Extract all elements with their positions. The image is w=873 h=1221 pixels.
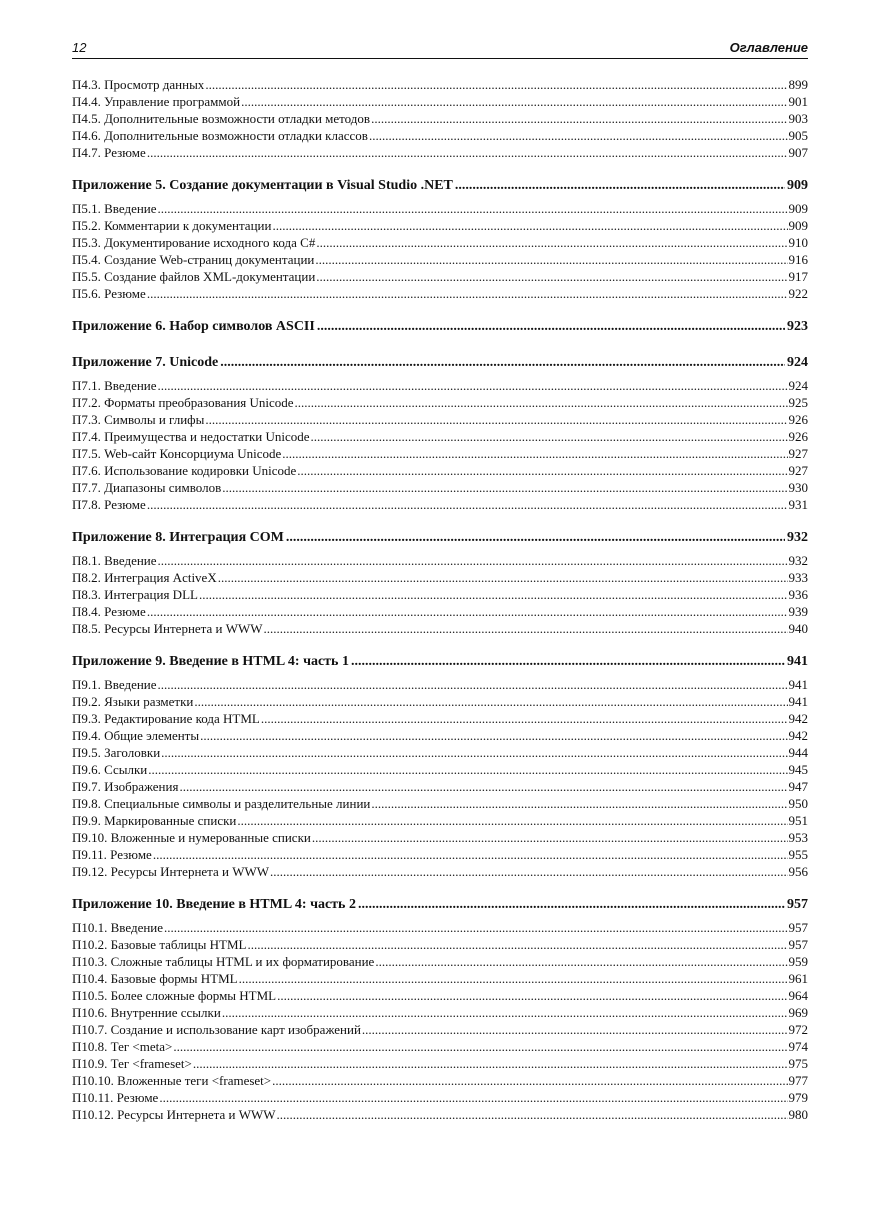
- toc-entry[interactable]: [72, 676, 808, 693]
- toc-entry[interactable]: [72, 620, 808, 637]
- toc-entry[interactable]: [72, 411, 808, 428]
- toc-entry[interactable]: [72, 1038, 808, 1055]
- chapter-page-number: 909: [787, 178, 808, 193]
- dot-leader: [351, 651, 785, 673]
- entry-title: П9.10. Вложенные и нумерованные списки: [72, 830, 311, 845]
- entry-title: П9.7. Изображения: [72, 779, 179, 794]
- entry-page-number: 942: [788, 728, 808, 743]
- entry-title: П10.9. Тег <frameset>: [72, 1056, 192, 1071]
- entry-page-number: 945: [788, 762, 808, 777]
- toc-entry[interactable]: [72, 268, 808, 285]
- dot-leader: [270, 863, 787, 880]
- dot-leader: [272, 217, 787, 234]
- entry-title: П9.11. Резюме: [72, 847, 152, 862]
- toc-section: [72, 316, 808, 338]
- toc-entry[interactable]: [72, 710, 808, 727]
- entry-page-number: 939: [788, 604, 808, 619]
- toc-entry[interactable]: [72, 552, 808, 569]
- entry-title: П10.1. Введение: [72, 920, 164, 935]
- dot-leader: [179, 778, 787, 795]
- toc-entry[interactable]: [72, 377, 808, 394]
- toc-entry[interactable]: [72, 569, 808, 586]
- entry-page-number: 903: [788, 111, 808, 126]
- toc-entry[interactable]: [72, 970, 808, 987]
- entry-page-number: 932: [788, 553, 808, 568]
- dot-leader: [147, 496, 788, 513]
- entry-page-number: 926: [788, 412, 808, 427]
- table-of-contents: [72, 76, 808, 1123]
- dot-leader: [205, 76, 787, 93]
- toc-entry[interactable]: [72, 829, 808, 846]
- entry-page-number: 947: [788, 779, 808, 794]
- entry-page-number: 957: [788, 920, 808, 935]
- entry-title: П5.6. Резюме: [72, 286, 146, 301]
- toc-entry[interactable]: [72, 445, 808, 462]
- toc-entry[interactable]: [72, 127, 808, 144]
- dot-leader: [317, 316, 785, 338]
- entry-title: П9.2. Языки разметки: [72, 694, 194, 709]
- entry-title: П5.2. Комментарии к документации: [72, 218, 272, 233]
- toc-section: [72, 76, 808, 161]
- entry-title: П10.12. Ресурсы Интернета и WWW: [72, 1107, 276, 1122]
- toc-entry[interactable]: [72, 234, 808, 251]
- entry-page-number: 950: [788, 796, 808, 811]
- entry-title: П8.1. Введение: [72, 553, 157, 568]
- dot-leader: [222, 1004, 788, 1021]
- entry-title: П4.3. Просмотр данных: [72, 77, 205, 92]
- entry-page-number: 922: [788, 286, 808, 301]
- toc-entry[interactable]: [72, 479, 808, 496]
- toc-chapter-heading[interactable]: [72, 316, 808, 338]
- toc-entry[interactable]: [72, 863, 808, 880]
- entry-page-number: 907: [788, 145, 808, 160]
- entry-title: П7.1. Введение: [72, 378, 157, 393]
- entry-title: П9.12. Ресурсы Интернета и WWW: [72, 864, 270, 879]
- toc-entry[interactable]: [72, 586, 808, 603]
- toc-chapter-heading[interactable]: [72, 651, 808, 673]
- toc-entry[interactable]: [72, 603, 808, 620]
- toc-entry[interactable]: [72, 251, 808, 268]
- entry-title: П8.4. Резюме: [72, 604, 146, 619]
- dot-leader: [205, 411, 787, 428]
- entry-title: П10.2. Базовые таблицы HTML: [72, 937, 247, 952]
- toc-entry[interactable]: [72, 200, 808, 217]
- entry-page-number: 955: [788, 847, 808, 862]
- chapter-page-number: 924: [787, 355, 808, 370]
- entry-page-number: 977: [788, 1073, 808, 1088]
- entry-title: П9.4. Общие элементы: [72, 728, 200, 743]
- toc-entry[interactable]: [72, 1106, 808, 1123]
- dot-leader: [272, 1072, 787, 1089]
- entry-page-number: 944: [788, 745, 808, 760]
- chapter-title: Приложение 8. Интеграция COM: [72, 530, 284, 545]
- dot-leader: [316, 234, 787, 251]
- entry-page-number: 899: [788, 77, 808, 92]
- toc-entry[interactable]: [72, 394, 808, 411]
- dot-leader: [158, 676, 788, 693]
- toc-section: [72, 175, 808, 302]
- entry-page-number: 956: [788, 864, 808, 879]
- entry-page-number: 931: [788, 497, 808, 512]
- chapter-title: Приложение 6. Набор символов ASCII: [72, 319, 315, 334]
- dot-leader: [220, 352, 785, 374]
- entry-title: П4.5. Дополнительные возможности отладки методов: [72, 111, 371, 126]
- entry-page-number: 909: [788, 218, 808, 233]
- entry-title: П7.8. Резюме: [72, 497, 146, 512]
- entry-page-number: 975: [788, 1056, 808, 1071]
- dot-leader: [277, 1106, 788, 1123]
- dot-leader: [159, 1089, 787, 1106]
- entry-title: П4.7. Резюме: [72, 145, 146, 160]
- chapter-page-number: 941: [787, 654, 808, 669]
- entry-page-number: 940: [788, 621, 808, 636]
- chapter-title: Приложение 5. Создание документации в Visual Studio .NET: [72, 178, 453, 193]
- entry-title: П9.8. Специальные символы и разделительные линии: [72, 796, 371, 811]
- entry-page-number: 974: [788, 1039, 808, 1054]
- dot-leader: [153, 846, 788, 863]
- dot-leader: [315, 251, 787, 268]
- dot-leader: [295, 394, 788, 411]
- toc-entry[interactable]: [72, 744, 808, 761]
- entry-page-number: 972: [788, 1022, 808, 1037]
- toc-entry[interactable]: [72, 462, 808, 479]
- dot-leader: [277, 987, 787, 1004]
- entry-title: П9.9. Маркированные списки: [72, 813, 237, 828]
- toc-entry[interactable]: [72, 144, 808, 161]
- header-rule: [72, 58, 808, 59]
- toc-entry[interactable]: [72, 1089, 808, 1106]
- dot-leader: [158, 552, 788, 569]
- toc-chapter-heading[interactable]: [72, 527, 808, 549]
- entry-title: П9.3. Редактирование кода HTML: [72, 711, 260, 726]
- toc-chapter-heading[interactable]: [72, 894, 808, 916]
- toc-entry[interactable]: [72, 496, 808, 513]
- entry-title: П7.2. Форматы преобразования Unicode: [72, 395, 294, 410]
- toc-entry[interactable]: [72, 285, 808, 302]
- dot-leader: [371, 110, 787, 127]
- entry-title: П5.1. Введение: [72, 201, 157, 216]
- toc-entry[interactable]: [72, 693, 808, 710]
- entry-title: П10.10. Вложенные теги <frameset>: [72, 1073, 272, 1088]
- entry-title: П4.4. Управление программой: [72, 94, 241, 109]
- toc-entry[interactable]: [72, 761, 808, 778]
- dot-leader: [164, 919, 787, 936]
- dot-leader: [264, 620, 788, 637]
- entry-title: П8.2. Интеграция ActiveX: [72, 570, 217, 585]
- dot-leader: [297, 462, 787, 479]
- toc-entry[interactable]: [72, 1021, 808, 1038]
- entry-page-number: 926: [788, 429, 808, 444]
- entry-title: П10.6. Внутренние ссылки: [72, 1005, 221, 1020]
- dot-leader: [148, 761, 787, 778]
- entry-title: П5.3. Документирование исходного кода C#: [72, 235, 316, 250]
- dot-leader: [147, 285, 788, 302]
- dot-leader: [218, 569, 788, 586]
- chapter-page-number: 923: [787, 319, 808, 334]
- entry-title: П7.4. Преимущества и недостатки Unicode: [72, 429, 310, 444]
- entry-page-number: 953: [788, 830, 808, 845]
- entry-title: П5.4. Создание Web-страниц документации: [72, 252, 315, 267]
- toc-section: [72, 894, 808, 1123]
- entry-title: П7.5. Web-сайт Консорциума Unicode: [72, 446, 282, 461]
- entry-title: П9.5. Заголовки: [72, 745, 161, 760]
- entry-page-number: 924: [788, 378, 808, 393]
- dot-leader: [241, 93, 787, 110]
- entry-title: П10.3. Сложные таблицы HTML и их форматирование: [72, 954, 375, 969]
- running-title: Оглавление: [729, 40, 808, 55]
- entry-title: П10.11. Резюме: [72, 1090, 159, 1105]
- toc-entry[interactable]: [72, 953, 808, 970]
- toc-entry[interactable]: [72, 1055, 808, 1072]
- dot-leader: [199, 586, 788, 603]
- entry-page-number: 909: [788, 201, 808, 216]
- entry-page-number: 941: [788, 677, 808, 692]
- chapter-page-number: 932: [787, 530, 808, 545]
- dot-leader: [311, 428, 788, 445]
- toc-section: [72, 527, 808, 637]
- chapter-title: Приложение 7. Unicode: [72, 355, 219, 370]
- toc-entry[interactable]: [72, 727, 808, 744]
- toc-section: [72, 352, 808, 513]
- entry-page-number: 957: [788, 937, 808, 952]
- toc-entry[interactable]: [72, 217, 808, 234]
- toc-entry[interactable]: [72, 987, 808, 1004]
- entry-page-number: 980: [788, 1107, 808, 1122]
- toc-entry[interactable]: [72, 1072, 808, 1089]
- toc-entry[interactable]: [72, 795, 808, 812]
- entry-page-number: 901: [788, 94, 808, 109]
- entry-page-number: 905: [788, 128, 808, 143]
- entry-title: П7.6. Использование кодировки Unicode: [72, 463, 297, 478]
- toc-section: [72, 651, 808, 880]
- entry-page-number: 969: [788, 1005, 808, 1020]
- dot-leader: [358, 894, 785, 916]
- entry-page-number: 927: [788, 446, 808, 461]
- entry-title: П8.3. Интеграция DLL: [72, 587, 198, 602]
- entry-title: П10.4. Базовые формы HTML: [72, 971, 238, 986]
- dot-leader: [282, 445, 787, 462]
- toc-chapter-heading[interactable]: [72, 352, 808, 374]
- entry-page-number: 930: [788, 480, 808, 495]
- entry-title: П10.5. Более сложные формы HTML: [72, 988, 277, 1003]
- toc-chapter-heading[interactable]: [72, 175, 808, 197]
- toc-entry[interactable]: [72, 428, 808, 445]
- entry-page-number: 933: [788, 570, 808, 585]
- entry-page-number: 979: [788, 1090, 808, 1105]
- chapter-title: Приложение 10. Введение в HTML 4: часть 2: [72, 897, 356, 912]
- entry-title: П4.6. Дополнительные возможности отладки классов: [72, 128, 368, 143]
- dot-leader: [194, 693, 787, 710]
- entry-page-number: 925: [788, 395, 808, 410]
- entry-title: П7.3. Символы и глифы: [72, 412, 205, 427]
- chapter-title: Приложение 9. Введение в HTML 4: часть 1: [72, 654, 349, 669]
- entry-title: П10.8. Тег <meta>: [72, 1039, 173, 1054]
- entry-page-number: 942: [788, 711, 808, 726]
- entry-page-number: 951: [788, 813, 808, 828]
- dot-leader: [247, 936, 787, 953]
- entry-page-number: 916: [788, 252, 808, 267]
- toc-entry[interactable]: [72, 936, 808, 953]
- dot-leader: [173, 1038, 787, 1055]
- entry-page-number: 910: [788, 235, 808, 250]
- toc-entry[interactable]: [72, 1004, 808, 1021]
- dot-leader: [371, 795, 787, 812]
- entry-page-number: 936: [788, 587, 808, 602]
- toc-entry[interactable]: [72, 919, 808, 936]
- dot-leader: [239, 970, 788, 987]
- dot-leader: [362, 1021, 788, 1038]
- dot-leader: [222, 479, 787, 496]
- toc-entry[interactable]: [72, 846, 808, 863]
- dot-leader: [193, 1055, 788, 1072]
- entry-page-number: 961: [788, 971, 808, 986]
- dot-leader: [369, 127, 788, 144]
- dot-leader: [286, 527, 785, 549]
- entry-title: П9.6. Ссылки: [72, 762, 148, 777]
- dot-leader: [261, 710, 788, 727]
- entry-title: П5.5. Создание файлов XML-документации: [72, 269, 316, 284]
- entry-page-number: 917: [788, 269, 808, 284]
- dot-leader: [158, 200, 788, 217]
- dot-leader: [161, 744, 787, 761]
- dot-leader: [237, 812, 787, 829]
- toc-entry[interactable]: [72, 93, 808, 110]
- entry-page-number: 927: [788, 463, 808, 478]
- dot-leader: [158, 377, 788, 394]
- toc-entry[interactable]: [72, 76, 808, 93]
- chapter-page-number: 957: [787, 897, 808, 912]
- entry-page-number: 959: [788, 954, 808, 969]
- dot-leader: [455, 175, 785, 197]
- toc-entry[interactable]: [72, 110, 808, 127]
- toc-entry[interactable]: [72, 812, 808, 829]
- dot-leader: [316, 268, 787, 285]
- entry-page-number: 941: [788, 694, 808, 709]
- toc-entry[interactable]: [72, 778, 808, 795]
- entry-title: П7.7. Диапазоны символов: [72, 480, 222, 495]
- dot-leader: [147, 144, 788, 161]
- entry-title: П10.7. Создание и использование карт изображений: [72, 1022, 361, 1037]
- entry-title: П9.1. Введение: [72, 677, 157, 692]
- dot-leader: [147, 603, 788, 620]
- dot-leader: [200, 727, 787, 744]
- page-number: 12: [72, 40, 87, 55]
- dot-leader: [375, 953, 787, 970]
- entry-title: П8.5. Ресурсы Интернета и WWW: [72, 621, 263, 636]
- entry-page-number: 964: [788, 988, 808, 1003]
- dot-leader: [312, 829, 788, 846]
- page-header: [72, 40, 808, 60]
